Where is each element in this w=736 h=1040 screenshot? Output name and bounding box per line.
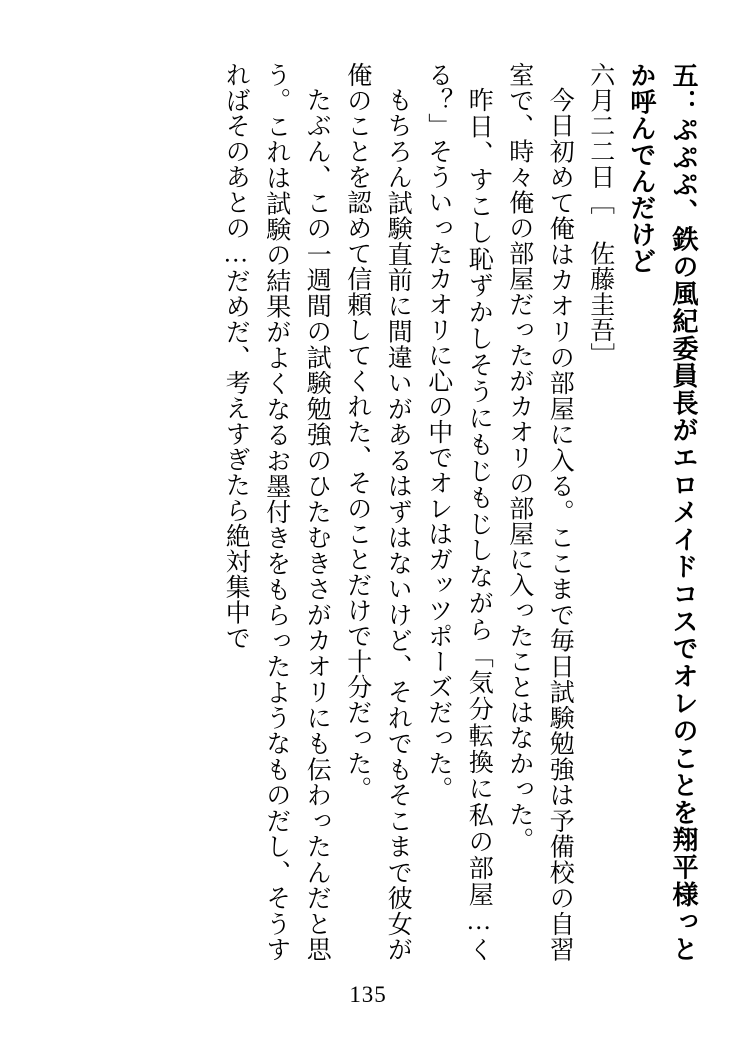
paragraph-1: 今日初めて俺はカオリの部屋に入る。ここまで毎日試験勉強は予備校の自習室で、時々俺の部屋だったがカオリの部屋に入ったことはなかった。	[505, 62, 574, 962]
diary-header: 六月二二日［ 佐藤圭吾］	[586, 62, 614, 368]
chapter-title: 五：ぷぷぷ、鉄の風紀委員長がエロメイドコスでオレのことを翔平様っとか呼んでんだけど	[626, 62, 698, 962]
page-number: 135	[349, 982, 387, 1007]
vertical-text-body	[58, 62, 704, 962]
paragraph-3: もちろん試験直前に間違いがあるはずはないけど、それでもそこまで彼女が俺のことを認めて信頼してくれた、そのことだけで十分だった。	[343, 62, 412, 962]
paragraph-4: たぶん、この一週間の試験勉強のひたむきさがカオリにも伝わったんだと思う。これは試験の結果がよくなるお墨付きをもらったようなものだし、そうすればそのあとの…だめだ、考えすぎたら絶対集中で	[222, 62, 331, 963]
paragraph-2: 昨日、すこし恥ずかしそうにもじもじしながら「気分転換に私の部屋…くる？」そういったカオリに心の中でオレはガッツポーズだった。	[424, 62, 493, 962]
